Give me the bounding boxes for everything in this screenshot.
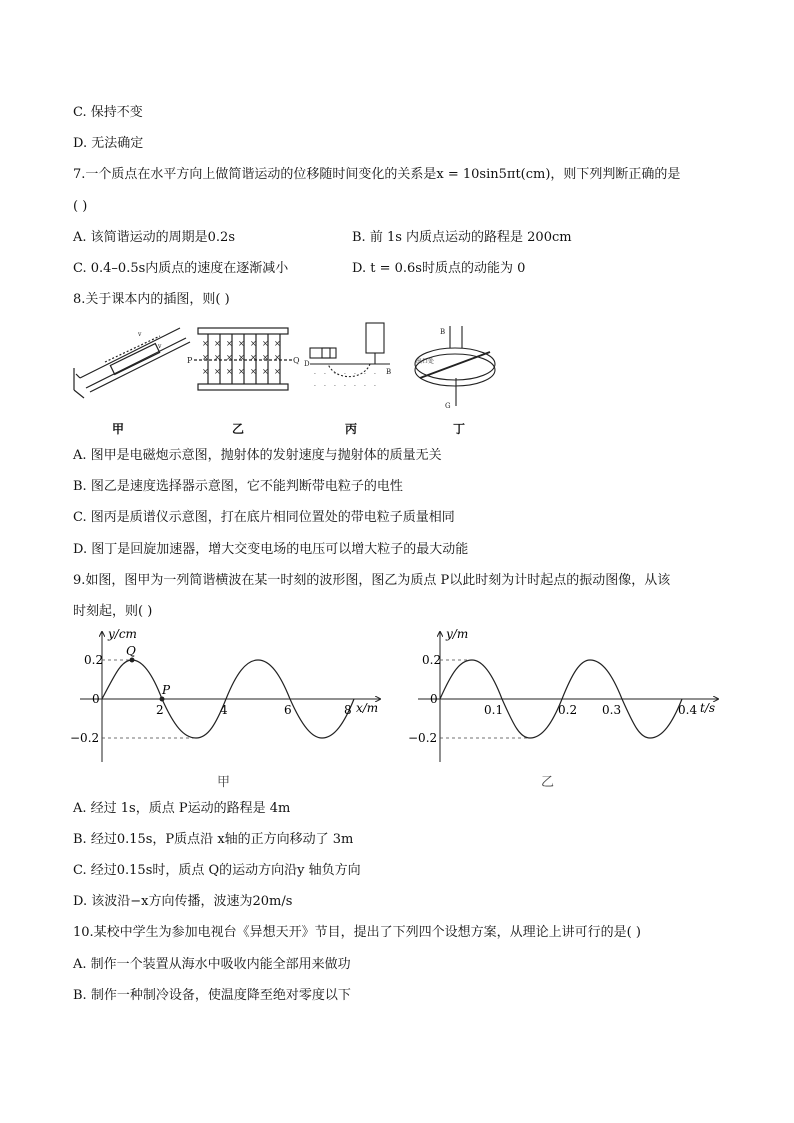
svg-text:·: · (324, 371, 326, 378)
svg-text:·: · (354, 383, 356, 390)
svg-text:0.1: 0.1 (484, 703, 504, 717)
svg-text:v: v (158, 343, 162, 350)
q9-option-b: B. 经过0.15s，P质点沿 x轴的正方向移动了 3m (73, 832, 354, 847)
figure-label-jia: 甲 (112, 422, 125, 436)
q8-option-b: B. 图乙是速度选择器示意图，它不能判断带电粒子的电性 (73, 479, 403, 494)
svg-text:·: · (364, 371, 366, 378)
svg-text:×: × (274, 353, 281, 362)
svg-text:×: × (214, 339, 221, 348)
figure-yi-selector (187, 328, 300, 390)
svg-text:P: P (162, 683, 171, 697)
q8-option-c: C. 图丙是质谱仪示意图，打在底片相同位置处的带电粒子质量相同 (73, 510, 455, 525)
svg-text:×: × (238, 339, 245, 348)
svg-text:×: × (262, 367, 269, 376)
q7-stem: 7.一个质点在水平方向上做简谐运动的位移随时间变化的关系是x = 10sin5πt(cm)，则下列判断正确的是 (73, 167, 681, 182)
svg-text:v: v (138, 331, 142, 338)
svg-text:×: × (202, 353, 209, 362)
svg-text:4: 4 (220, 703, 228, 717)
graph-caption-jia: 甲 (217, 775, 231, 790)
svg-text:出口处: 出口处 (416, 358, 435, 365)
figure-label-ding: 丁 (453, 422, 466, 436)
svg-text:0: 0 (430, 692, 438, 706)
svg-text:Q: Q (293, 356, 300, 365)
svg-text:0.2: 0.2 (422, 653, 442, 667)
svg-text:2: 2 (156, 703, 164, 717)
q8-figures (70, 318, 500, 418)
svg-text:8: 8 (344, 703, 352, 717)
svg-text:×: × (238, 367, 245, 376)
svg-text:·: · (314, 371, 316, 378)
svg-text:×: × (202, 367, 209, 376)
svg-text:0.2: 0.2 (558, 703, 578, 717)
svg-text:×: × (250, 353, 257, 362)
q7-option-d: D. t = 0.6s时质点的动能为 0 (352, 261, 526, 276)
svg-text:·: · (344, 371, 346, 378)
svg-text:G: G (445, 402, 451, 410)
svg-text:·: · (324, 383, 326, 390)
svg-text:6: 6 (284, 703, 292, 717)
figure-jia-railgun (74, 328, 190, 398)
q7-option-c: C. 0.4–0.5s内质点的速度在逐渐减小 (73, 261, 289, 276)
svg-text:·: · (374, 371, 376, 378)
svg-text:B: B (386, 368, 392, 376)
q7-option-a: A. 该简谐运动的周期是0.2s (73, 230, 235, 245)
figure-label-bing: 丙 (345, 422, 358, 436)
option-d-prev: D. 无法确定 (73, 136, 144, 151)
q9-option-d: D. 该波沿−x方向传播，波速为20m/s (73, 894, 293, 909)
svg-text:·: · (374, 383, 376, 390)
svg-text:P: P (187, 356, 193, 365)
svg-text:×: × (250, 367, 257, 376)
q9-stem-line1: 9.如图，图甲为一列简谐横波在某一时刻的波形图，图乙为质点 P以此时刻为计时起点的振动图像，从该 (73, 573, 671, 588)
svg-text:y/m: y/m (446, 627, 469, 641)
svg-text:×: × (214, 353, 221, 362)
svg-text:·: · (334, 371, 336, 378)
svg-text:x/m: x/m (356, 701, 379, 715)
q7-paren: ( ) (73, 199, 88, 214)
vibration-graph-yi (408, 622, 728, 772)
q8-stem: 8.关于课本内的插图，则( ) (73, 292, 230, 307)
svg-text:×: × (262, 339, 269, 348)
figure-ding-cyclotron (415, 326, 495, 410)
svg-text:×: × (226, 367, 233, 376)
svg-text:×: × (250, 339, 257, 348)
svg-text:D: D (304, 360, 310, 368)
svg-text:0: 0 (92, 692, 100, 706)
wave-graph-jia (70, 622, 390, 772)
svg-text:−0.2: −0.2 (408, 731, 438, 745)
svg-text:·: · (354, 371, 356, 378)
q10-option-b: B. 制作一种制冷设备，使温度降至绝对零度以下 (73, 988, 351, 1003)
q10-option-a: A. 制作一个装置从海水中吸收内能全部用来做功 (73, 957, 351, 972)
svg-text:·: · (364, 383, 366, 390)
svg-text:t/s: t/s (700, 701, 716, 715)
q9-option-c: C. 经过0.15s时，质点 Q的运动方向沿y 轴负方向 (73, 863, 361, 878)
svg-text:×: × (274, 339, 281, 348)
svg-text:y/cm: y/cm (108, 627, 137, 641)
figure-label-yi: 乙 (232, 422, 245, 436)
q8-option-d: D. 图丁是回旋加速器，增大交变电场的电压可以增大粒子的最大动能 (73, 542, 469, 557)
svg-text:×: × (262, 353, 269, 362)
svg-text:×: × (226, 339, 233, 348)
svg-text:B: B (440, 328, 446, 336)
q9-stem-line2: 时刻起，则( ) (73, 604, 153, 619)
svg-text:0.3: 0.3 (602, 703, 622, 717)
svg-text:·: · (314, 383, 316, 390)
q8-option-a: A. 图甲是电磁炮示意图，抛射体的发射速度与抛射体的质量无关 (73, 448, 442, 463)
figure-bing-spectrometer (304, 323, 391, 390)
svg-text:0.4: 0.4 (678, 703, 698, 717)
svg-text:×: × (226, 353, 233, 362)
q10-stem: 10.某校中学生为参加电视台《异想天开》节目，提出了下列四个设想方案，从理论上讲可行的是( ) (73, 925, 641, 940)
option-c-prev: C. 保持不变 (73, 105, 143, 120)
svg-text:×: × (238, 353, 245, 362)
svg-text:×: × (274, 367, 281, 376)
svg-text:×: × (202, 339, 209, 348)
svg-text:−0.2: −0.2 (70, 731, 100, 745)
graph-caption-yi: 乙 (541, 775, 555, 790)
svg-text:·: · (334, 383, 336, 390)
q7-option-b: B. 前 1s 内质点运动的路程是 200cm (352, 230, 572, 245)
svg-text:·: · (344, 383, 346, 390)
svg-text:×: × (214, 367, 221, 376)
svg-text:Q: Q (126, 644, 136, 658)
q9-option-a: A. 经过 1s，质点 P运动的路程是 4m (73, 801, 291, 816)
svg-text:0.2: 0.2 (84, 653, 104, 667)
